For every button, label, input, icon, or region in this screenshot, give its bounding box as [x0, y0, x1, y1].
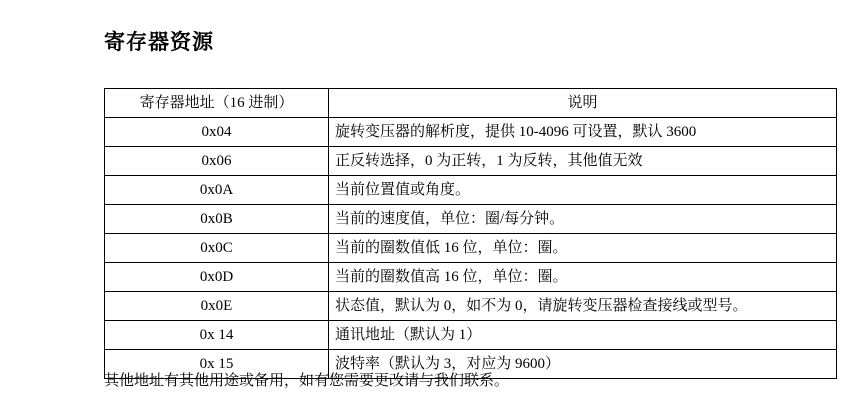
table-row [105, 147, 837, 176]
column-header-description: 说明 [329, 89, 837, 118]
table-footnote: 其他地址有其他用途或备用，如有您需要更改请与我们联系。 [104, 373, 510, 389]
cell-address: 0x 14 [105, 321, 329, 350]
table-row [105, 118, 837, 147]
column-header-address: 寄存器地址（16 进制） [105, 89, 329, 118]
table-row [105, 176, 837, 205]
cell-address: 0x 15 [105, 350, 329, 379]
table-row [105, 292, 837, 321]
cell-address: 0x0C [105, 234, 329, 263]
table-row [105, 321, 837, 350]
table-header [105, 89, 837, 118]
cell-address: 0x0E [105, 292, 329, 321]
cell-description: 通讯地址（默认为 1） [329, 321, 837, 350]
cell-address: 0x04 [105, 118, 329, 147]
cell-address: 0x0A [105, 176, 329, 205]
cell-description: 当前的速度值，单位：圈/每分钟。 [329, 205, 837, 234]
register-resource-table [104, 88, 837, 379]
cell-address: 0x0B [105, 205, 329, 234]
cell-description: 当前位置值或角度。 [329, 176, 837, 205]
table-row [105, 234, 837, 263]
cell-description: 旋转变压器的解析度，提供 10-4096 可设置，默认 3600 [329, 118, 837, 147]
cell-address: 0x0D [105, 263, 329, 292]
cell-description: 正反转选择，0 为正转，1 为反转，其他值无效 [329, 147, 837, 176]
cell-address: 0x06 [105, 147, 329, 176]
cell-description: 当前的圈数值高 16 位，单位：圈。 [329, 263, 837, 292]
table-header-row [105, 89, 837, 118]
table-body [105, 118, 837, 379]
cell-description: 状态值，默认为 0，如不为 0，请旋转变压器检查接线或型号。 [329, 292, 837, 321]
table-row [105, 263, 837, 292]
cell-description: 波特率（默认为 3，对应为 9600） [329, 350, 837, 379]
page-title: 寄存器资源 [104, 31, 214, 54]
cell-description: 当前的圈数值低 16 位，单位：圈。 [329, 234, 837, 263]
table-row [105, 205, 837, 234]
